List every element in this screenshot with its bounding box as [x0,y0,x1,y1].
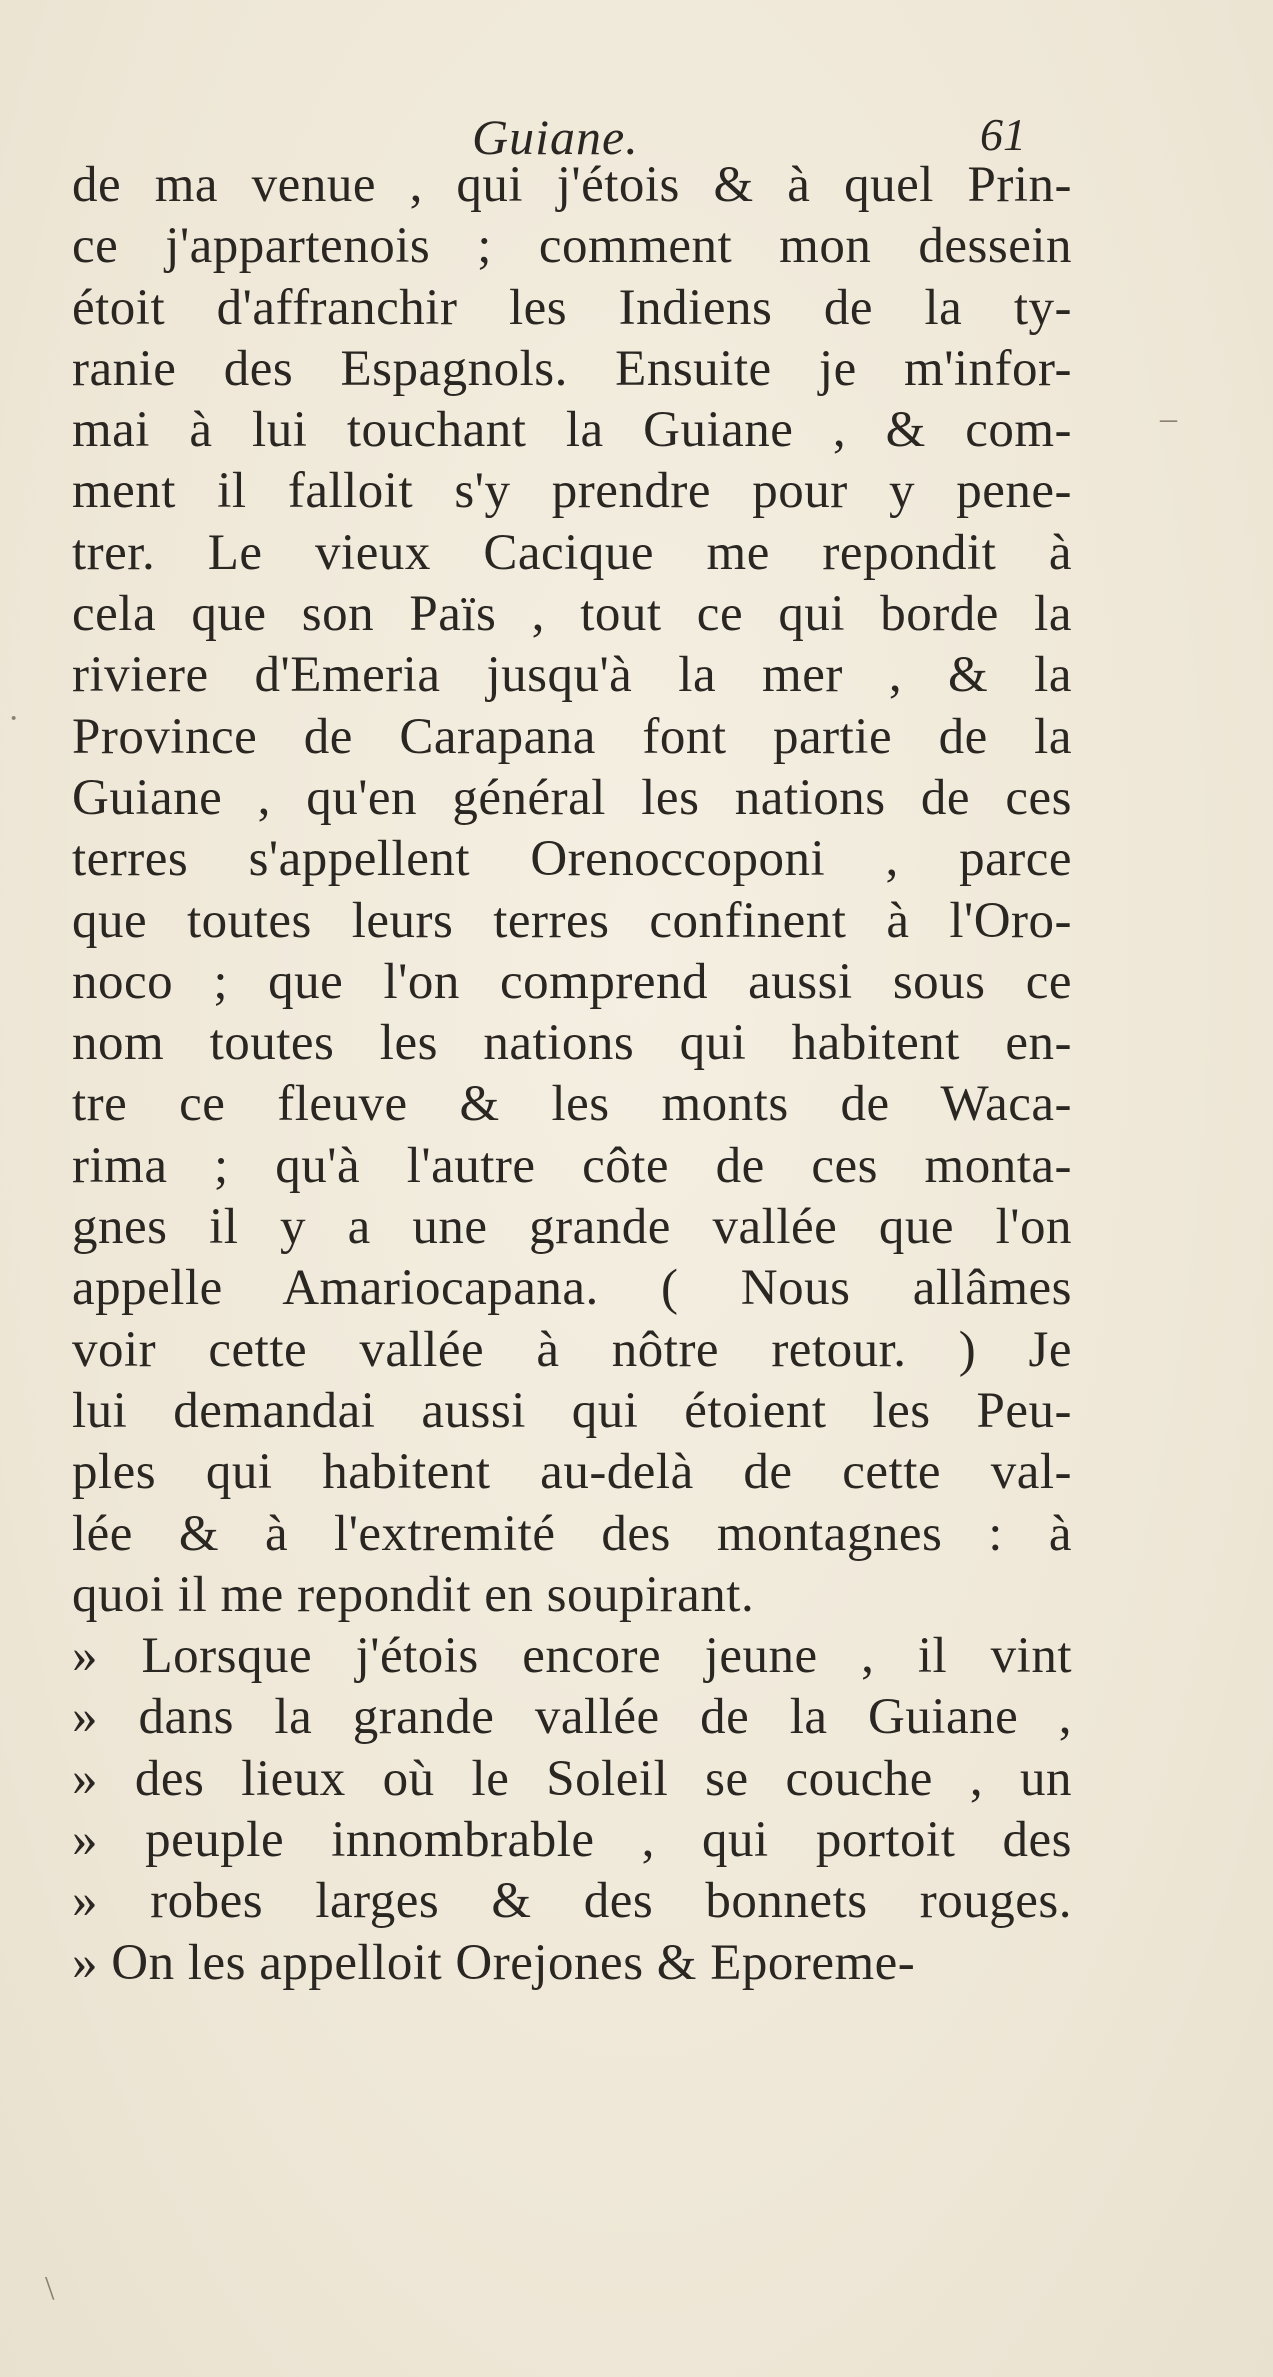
text-line: rima ; qu'à l'autre côte de ces monta- [72,1137,1072,1194]
text-line: » dans la grande vallée de la Guiane , [72,1689,1072,1746]
running-title: Guiane. [472,109,639,165]
text-line: voir cette vallée à nôtre retour. ) Je [72,1321,1072,1378]
text-line: » On les appelloit Orejones & Eporeme- [72,1934,916,1991]
text-line: » peuple innombrable , qui portoit des [72,1812,1072,1869]
text-line: » Lorsque j'étois encore jeune , il vint [72,1628,1072,1685]
text-line: gnes il y a une grande vallée que l'on [72,1199,1072,1256]
text-line: ranie des Espagnols. Ensuite je m'infor- [72,340,1072,397]
text-line: lée & à l'extremité des montagnes : à [72,1505,1072,1562]
text-line: de ma venue , qui j'étois & à quel Prin- [72,157,1072,213]
text-line: ples qui habitent au-delà de cette val- [72,1444,1072,1501]
text-line: ce j'appartenois ; comment mon dessein [72,218,1072,275]
text-line: » robes larges & des bonnets rouges. [72,1873,1072,1930]
text-line: » des lieux où le Soleil se couche , un [72,1750,1072,1807]
text-line: Guiane , qu'en général les nations de ces [72,769,1072,826]
text-line: cela que son Païs , tout ce qui borde la [72,586,1072,643]
page-number: 61 [980,109,1026,160]
margin-mark: · [8,700,20,737]
text-line: riviere d'Emeria jusqu'à la mer , & la [72,647,1072,704]
text-line: appelle Amariocapana. ( Nous allâmes [72,1260,1072,1317]
text-line: Province de Carapana font partie de la [72,708,1072,765]
body-text [72,155,1072,1994]
margin-mark: \ [45,2270,55,2307]
text-line: lui demandai aussi qui étoient les Peu- [72,1382,1072,1439]
text-line: que toutes leurs terres confinent à l'Oro- [72,892,1072,949]
text-line: mai à lui touchant la Guiane , & com- [72,402,1072,459]
text-line: noco ; que l'on comprend aussi sous ce [72,953,1072,1010]
text-line: trer. Le vieux Cacique me repondit à [72,524,1072,581]
text-line: tre ce fleuve & les monts de Waca- [72,1076,1072,1133]
text-line: ment il falloit s'y prendre pour y pene- [72,463,1072,520]
text-line: étoit d'affranchir les Indiens de la ty- [72,279,1072,336]
text-line: terres s'appellent Orenoccoponi , parce [72,831,1072,888]
text-line: quoi il me repondit en soupirant. [72,1566,755,1623]
margin-mark: – [1160,400,1177,437]
text-line: nom toutes les nations qui habitent en- [72,1015,1072,1072]
